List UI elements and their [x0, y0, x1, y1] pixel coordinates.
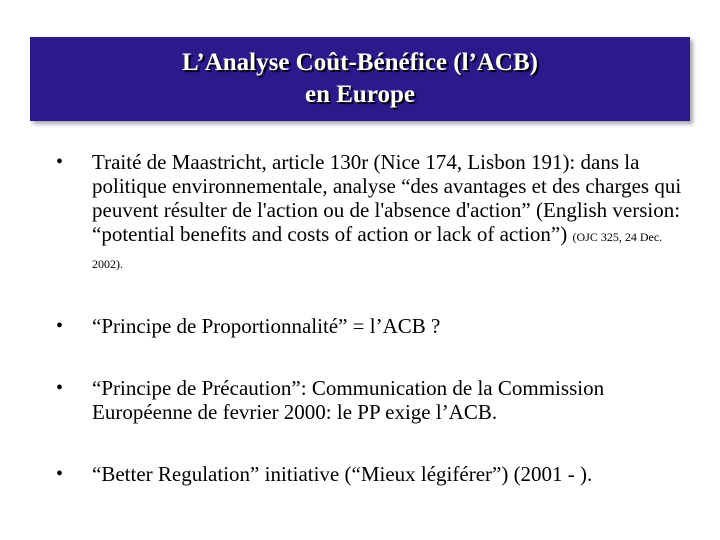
slide-title-line-1: L’Analyse Coût-Bénéfice (l’ACB): [182, 49, 538, 76]
bullet-icon: •: [56, 315, 64, 337]
bullet-list: [56, 150, 696, 486]
slide-title-line-2: en Europe: [305, 81, 415, 108]
bullet-reference: (OJC 325, 24 Dec. 2002).: [92, 230, 663, 271]
bullet-icon: •: [56, 151, 64, 173]
bullet-text: “Principe de Précaution”: Communication de la Commission Européenne de fevrier 2000: le PP exige l’ACB.: [92, 376, 605, 424]
title-banner: [30, 37, 690, 121]
bullet-item-proportionnalite: [56, 314, 696, 338]
bullet-item-maastricht: [56, 150, 696, 276]
bullet-icon: •: [56, 377, 64, 399]
bullet-text: “Principe de Proportionnalité” = l’ACB ?: [92, 314, 441, 338]
bullet-text: “Better Regulation” initiative (“Mieux légiférer”) (2001 - ).: [92, 462, 593, 486]
bullet-item-better-regulation: [56, 462, 696, 486]
bullet-text: Traité de Maastricht, article 130r (Nice 174, Lisbon 191): dans la politique environnementale, analyse “des avantages et des charges qui peuvent résulter de l'action ou de l'absence d'action” (English version: “potential benefits and costs of action or lack of action”): [92, 150, 682, 246]
bullet-icon: •: [56, 463, 64, 485]
bullet-item-precaution: [56, 376, 696, 424]
